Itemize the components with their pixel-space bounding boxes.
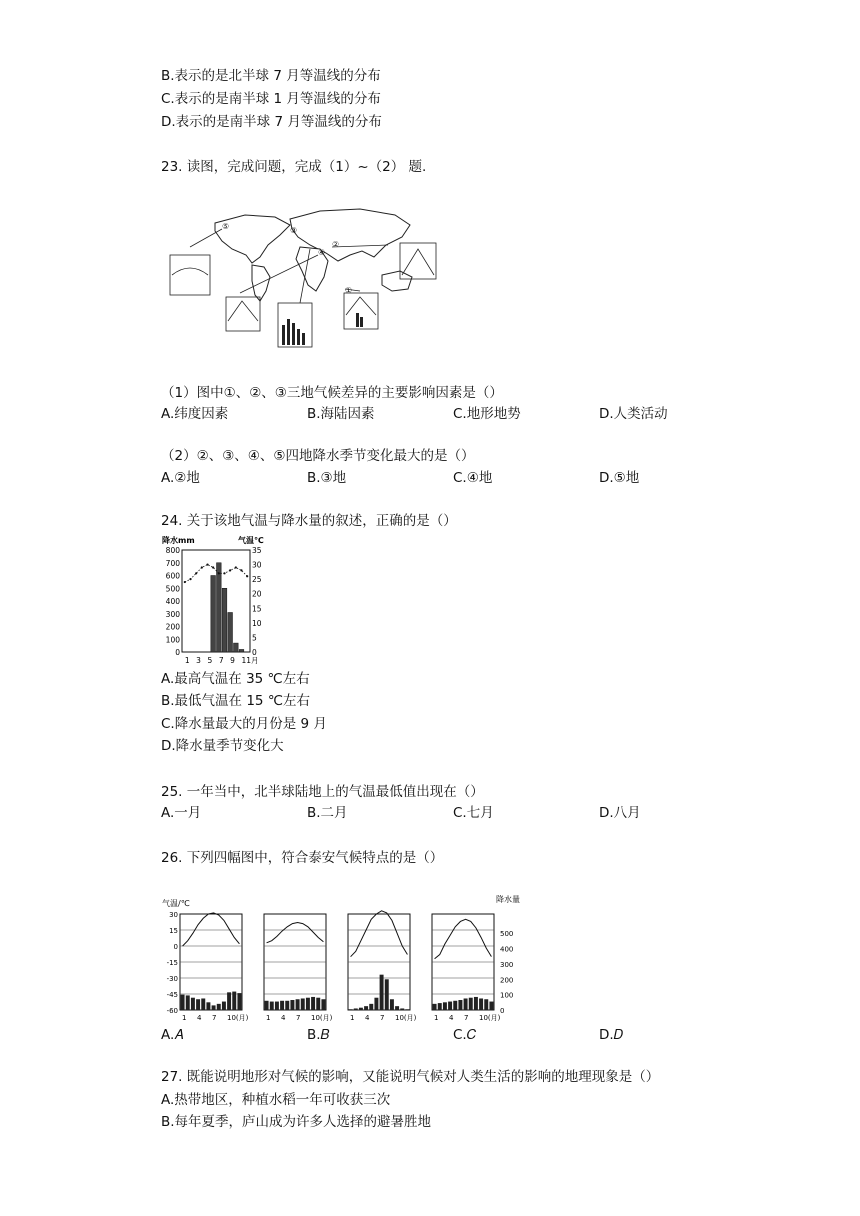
precipitation-bar xyxy=(385,979,389,1010)
x-tick-label: 4 xyxy=(365,1014,370,1022)
right-tick-label: 400 xyxy=(500,945,514,954)
precipitation-bar xyxy=(390,999,394,1010)
x-tick-label: 9 xyxy=(230,656,235,665)
left-tick-label: 200 xyxy=(165,622,180,632)
q25-option-a: A.一月 xyxy=(161,805,202,821)
precipitation-bar xyxy=(349,1009,353,1010)
temperature-point xyxy=(189,578,191,580)
climate-chart-5 xyxy=(170,255,210,295)
world-map-svg xyxy=(160,205,460,357)
left-tick-label: 600 xyxy=(165,571,180,581)
temperature-point xyxy=(218,572,220,574)
left-tick-label: 700 xyxy=(165,558,180,568)
precipitation-bar xyxy=(206,1002,210,1010)
precipitation-bar xyxy=(201,998,205,1010)
precipitation-bar xyxy=(489,1002,493,1010)
x-tick-label: 10(月) xyxy=(311,1014,333,1022)
marker-4: ④ xyxy=(318,248,326,257)
q24-option-a: A.最高气温在 35 ℃左右 xyxy=(161,671,310,687)
precipitation-bar xyxy=(222,1002,226,1010)
q26-option-b: B.𝐵 xyxy=(307,1027,330,1043)
precipitation-bar xyxy=(443,1002,447,1010)
marker-5: ⑤ xyxy=(222,222,230,231)
left-tick-label: 0 xyxy=(175,648,180,657)
precipitation-bar xyxy=(181,995,185,1010)
x-tick-label: 1 xyxy=(182,1014,187,1022)
precipitation-bar xyxy=(280,1001,284,1010)
precipitation-bar xyxy=(301,998,305,1010)
q26-option-c: C.𝐶 xyxy=(453,1027,477,1043)
left-tick-label: -60 xyxy=(166,1007,178,1015)
q24-climate-chart xyxy=(160,534,272,668)
precipitation-bar xyxy=(265,1001,269,1010)
x-tick-label: 4 xyxy=(197,1014,202,1022)
q23-sub2-option-c: C.④地 xyxy=(453,470,493,486)
precipitation-bar xyxy=(469,998,473,1010)
right-tick-label: 0 xyxy=(500,1007,505,1015)
precipitation-bar xyxy=(234,643,239,652)
temperature-point xyxy=(235,566,237,568)
precipitation-bar xyxy=(212,1005,216,1010)
precipitation-bar xyxy=(186,995,190,1010)
marker-3: ③ xyxy=(290,226,298,235)
q25-option-d: D.八月 xyxy=(599,805,641,821)
temperature-point xyxy=(246,575,248,577)
q23-sub2-stem: （2）②、③、④、⑤四地降水季节变化最大的是（） xyxy=(161,448,475,464)
q23-sub1-option-c: C.地形地势 xyxy=(453,406,521,422)
precipitation-bar xyxy=(458,1000,462,1010)
right-tick-label: 25 xyxy=(252,575,262,585)
right-tick-label: 35 xyxy=(252,546,262,555)
right-tick-label: 30 xyxy=(252,560,262,570)
temperature-point xyxy=(195,572,197,574)
left-tick-label: 0 xyxy=(173,943,178,951)
precipitation-bar xyxy=(239,649,244,652)
left-tick-label: -45 xyxy=(166,991,178,999)
precipitation-bar xyxy=(311,997,315,1010)
right-axis-label: 气温℃ xyxy=(238,536,264,545)
x-tick-label: 4 xyxy=(281,1014,286,1022)
precipitation-bar xyxy=(217,1004,221,1010)
precipitation-bar xyxy=(275,1002,279,1010)
q22-option-c: C.表示的是南半球 1 月等温线的分布 xyxy=(161,91,381,107)
precipitation-bar xyxy=(270,1002,274,1010)
temperature-line xyxy=(183,913,240,946)
temperature-point xyxy=(212,566,214,568)
precipitation-bar xyxy=(321,999,325,1010)
x-tick-label: 11月 xyxy=(241,656,259,665)
x-tick-label: 7 xyxy=(380,1014,385,1022)
x-tick-label: 1 xyxy=(266,1014,271,1022)
marker-1: ① xyxy=(345,286,353,295)
q26-climate-charts xyxy=(160,894,530,1024)
precipitation-bar xyxy=(316,998,320,1010)
right-tick-label: 15 xyxy=(252,604,262,614)
precipitation-bar xyxy=(290,1000,294,1010)
temperature-point xyxy=(229,569,231,571)
q25-stem: 25. 一年当中，北半球陆地上的气温最低值出现在（） xyxy=(161,784,484,800)
q24-stem: 24. 关于该地气温与降水量的叙述，正确的是（） xyxy=(161,513,457,529)
q23-stem: 23. 读图，完成问题，完成（1）~（2） 题. xyxy=(161,159,427,175)
precipitation-bar xyxy=(196,999,200,1010)
left-tick-label: 400 xyxy=(165,597,180,606)
right-tick-label: 100 xyxy=(500,991,514,1000)
left-axis-label: 气温/℃ xyxy=(162,899,190,908)
left-tick-label: 100 xyxy=(165,635,180,645)
q23-world-climate-figure xyxy=(160,205,460,357)
precipitation-bar xyxy=(380,975,384,1010)
precipitation-bar xyxy=(228,612,233,652)
precipitation-bar xyxy=(222,588,227,652)
left-tick-label: -15 xyxy=(166,959,178,967)
precipitation-bar xyxy=(433,1004,437,1010)
right-tick-label: 300 xyxy=(500,960,514,969)
q26-option-d: D.𝐷 xyxy=(599,1027,624,1043)
temperature-line xyxy=(351,911,408,957)
precipitation-bar xyxy=(474,997,478,1010)
temperature-point xyxy=(240,569,242,571)
right-axis-label: 降水量 xyxy=(496,895,520,904)
precipitation-bar xyxy=(484,999,488,1010)
left-tick-label: 500 xyxy=(165,584,180,594)
temperature-point xyxy=(223,572,225,574)
x-tick-label: 7 xyxy=(218,656,224,665)
marker-2: ② xyxy=(332,240,340,249)
q24-option-d: D.降水量季节变化大 xyxy=(161,738,284,754)
left-tick-label: 300 xyxy=(165,609,180,619)
q22-option-d: D.表示的是南半球 7 月等温线的分布 xyxy=(161,114,382,130)
temperature-point xyxy=(206,563,208,565)
q27-option-b: B.每年夏季，庐山成为许多人选择的避暑胜地 xyxy=(161,1114,432,1130)
q23-sub1-option-d: D.人类活动 xyxy=(599,406,668,422)
precipitation-bar xyxy=(464,998,468,1010)
precipitation-bar xyxy=(448,1002,452,1010)
left-tick-label: -30 xyxy=(166,975,178,983)
left-tick-label: 800 xyxy=(165,546,180,555)
precipitation-bar xyxy=(232,992,236,1010)
precipitation-bar xyxy=(237,993,241,1010)
temperature-point xyxy=(201,566,203,568)
x-tick-label: 1 xyxy=(434,1014,439,1022)
q26-option-a: A.𝐴 xyxy=(161,1027,184,1043)
precipitation-bar xyxy=(395,1006,399,1010)
temperature-line xyxy=(267,923,324,943)
precipitation-bar xyxy=(227,992,231,1010)
q23-sub1-option-a: A.纬度因素 xyxy=(161,406,229,422)
q27-option-a: A.热带地区，种植水稻一年可收获三次 xyxy=(161,1092,391,1108)
right-tick-label: 200 xyxy=(500,976,514,985)
x-tick-label: 3 xyxy=(196,656,201,665)
x-tick-label: 5 xyxy=(207,656,213,665)
precipitation-bar xyxy=(359,1008,363,1010)
q26-stem: 26. 下列四幅图中，符合泰安气候特点的是（） xyxy=(161,850,444,866)
right-tick-label: 0 xyxy=(252,648,257,657)
right-tick-label: 10 xyxy=(252,618,262,628)
x-tick-label: 10(月) xyxy=(227,1014,249,1022)
left-tick-label: 15 xyxy=(169,927,178,935)
precipitation-bar xyxy=(354,1008,358,1010)
precipitation-bar xyxy=(438,1003,442,1010)
left-tick-label: 30 xyxy=(169,911,178,919)
q24-option-b: B.最低气温在 15 ℃左右 xyxy=(161,693,310,709)
q25-option-b: B.二月 xyxy=(307,805,348,821)
q23-sub2-option-d: D.⑤地 xyxy=(599,470,640,486)
q25-option-c: C.七月 xyxy=(453,805,494,821)
x-tick-label: 1 xyxy=(350,1014,355,1022)
x-tick-label: 1 xyxy=(184,656,190,665)
q23-sub2-option-a: A.②地 xyxy=(161,470,200,486)
temperature-point xyxy=(184,581,186,583)
x-tick-label: 7 xyxy=(296,1014,301,1022)
left-axis-label: 降水mm xyxy=(162,536,195,545)
right-tick-label: 5 xyxy=(252,633,257,643)
right-tick-label: 20 xyxy=(252,589,262,599)
temperature-line xyxy=(435,919,492,958)
precipitation-bar xyxy=(296,999,300,1010)
x-tick-label: 7 xyxy=(464,1014,469,1022)
x-tick-label: 7 xyxy=(212,1014,217,1022)
q23-sub1-option-b: B.海陆因素 xyxy=(307,406,375,422)
right-tick-label: 500 xyxy=(500,930,514,939)
plot-frame xyxy=(182,550,250,652)
precipitation-bar xyxy=(306,998,310,1010)
precipitation-bar xyxy=(211,576,216,653)
temperature-line xyxy=(185,565,247,582)
precipitation-bar xyxy=(374,998,378,1010)
precipitation-bar xyxy=(400,1008,404,1010)
precipitation-bar xyxy=(405,1009,409,1010)
precipitation-bar xyxy=(285,1001,289,1010)
x-tick-label: 10(月) xyxy=(395,1014,417,1022)
continent-australia xyxy=(382,271,412,291)
q27-stem: 27. 既能说明地形对气候的影响，又能说明气候对人类生活的影响的地理现象是（） xyxy=(161,1069,660,1085)
precipitation-bar xyxy=(479,998,483,1010)
precipitation-bar xyxy=(364,1006,368,1010)
q23-sub1-stem: （1）图中①、②、③三地气候差异的主要影响因素是（） xyxy=(161,385,503,401)
x-tick-label: 10(月) xyxy=(479,1014,501,1022)
q22-option-b: B.表示的是北半球 7 月等温线的分布 xyxy=(161,68,381,84)
precipitation-bar xyxy=(217,563,222,652)
q23-sub2-option-b: B.③地 xyxy=(307,470,347,486)
precipitation-bar xyxy=(453,1001,457,1010)
precipitation-bar xyxy=(369,1004,373,1010)
x-tick-label: 4 xyxy=(449,1014,454,1022)
q24-option-c: C.降水量最大的月份是 9 月 xyxy=(161,716,327,732)
precipitation-bar xyxy=(191,998,195,1010)
